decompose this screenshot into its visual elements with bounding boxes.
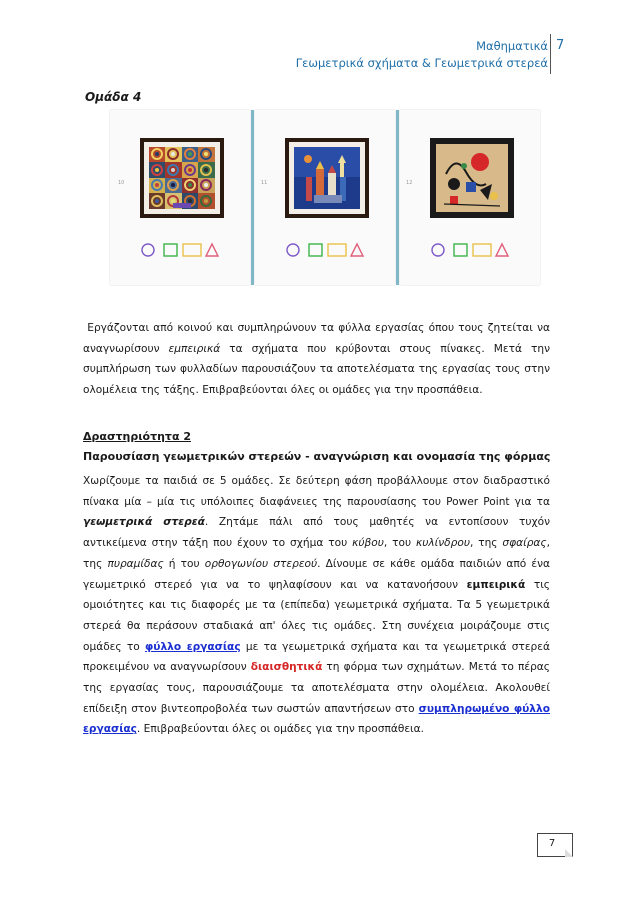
header-subject: Μαθηματικά	[476, 39, 548, 53]
paragraph2-text: , της	[469, 537, 503, 550]
paragraph2-text: . Δίνουμε σε κάθε ομάδα παιδιών από ένα γεωμετρικό στερεό για να το ψηλαφίσουν και να κατανοήσουν	[83, 557, 550, 591]
paragraph2-text: . Ζητάμε πάλι από τους μαθητές να εντοπίσουν τυχόν αντικείμενα στην τάξη που έχουν το σχήμα του	[83, 516, 550, 550]
thumbnail-page-number: 12	[406, 180, 413, 186]
shape-row	[430, 240, 514, 260]
thumbnail-page-number: 11	[261, 180, 268, 186]
painting-frame	[285, 138, 369, 218]
paragraph2-text: , του	[383, 537, 416, 550]
worksheet-thumbnails	[110, 110, 530, 285]
worksheet-thumbnail-1	[110, 110, 250, 285]
paragraph2-text: Χωρίζουμε τα παιδιά σε 5 ομάδες. Σε δεύτερη φάση προβάλλουμε στον διαδραστικό πίνακα μία – μία τις υπόλοιπες διαφάνειες της παρουσίασης του Power Point για τα	[83, 475, 550, 508]
worksheet-thumbnail-3	[400, 110, 540, 285]
header-titles	[296, 38, 548, 72]
paragraph2-text: , της	[83, 537, 550, 570]
footer-page-number: 7	[548, 838, 556, 849]
painting-castle	[294, 147, 360, 209]
term-pyramid: πυραμίδας	[107, 557, 164, 570]
paragraph2-text: τη φόρμα των σχημάτων. Μετά το πέρας της εργασίας τους, παρουσιάζουμε τα αποτελέσματα στην ολομέλεια. Ακολουθεί επίδειξη στον βιντεοπροβολέα των σωστών απαντήσεων στο	[83, 661, 550, 715]
painting-circles	[149, 147, 215, 209]
paragraph1-text-1: Εργάζονται από κοινού και συμπληρώνουν τα φύλλα εργασίας όπου τους ζητείται να αναγνωρίσουν	[83, 322, 550, 355]
term-cube: κύβου	[352, 537, 384, 550]
thumbnail-divider	[396, 110, 399, 285]
term-sphere: σφαίρας	[502, 537, 547, 550]
paragraph2-text: τις ομοιότητες και τις διαφορές με τα (επίπεδα) γεωμετρικά σχήματα. Τα 5 γεωμετρικά στερεά θα περάσουν σταδιακά απ' όλες τις ομάδες. Στη συνέχεια μοιράζουμε στις ομάδες το	[83, 578, 550, 653]
painting-miro	[436, 144, 508, 212]
shape-row	[285, 240, 369, 260]
group-label: Ομάδα 4	[85, 90, 142, 104]
painting-frame	[430, 138, 514, 218]
activity-title: Δραστηριότητα 2	[83, 430, 191, 443]
paragraph1-emphasis: εμπειρικά	[168, 342, 221, 355]
term-cylinder: κυλίνδρου	[415, 537, 470, 550]
completed-worksheet-link[interactable]: συμπληρωμένο φύλλο εργασίας	[83, 702, 550, 736]
thumbnail-divider	[251, 110, 254, 285]
activity-subtitle: Παρουσίαση γεωμετρικών στερεών - αναγνώριση και ονομασία της φόρμας	[83, 450, 551, 463]
footer-page-badge	[537, 833, 573, 857]
header-page-number: 7	[556, 38, 565, 53]
painting-frame	[140, 138, 224, 218]
header-topic: Γεωμετρικά σχήματα & Γεωμετρικά στερεά	[295, 56, 548, 70]
paragraph2-text: . Επιβραβεύονται όλες οι ομάδες για την προσπάθεια.	[136, 723, 424, 736]
term-empirically: εμπειρικά	[466, 578, 526, 591]
paragraph-activity-2	[83, 471, 550, 740]
worksheet-link[interactable]: φύλλο εργασίας	[145, 640, 241, 653]
term-rectangular-solid: ορθογωνίου στερεού	[204, 557, 318, 570]
paragraph-group-work	[83, 318, 550, 401]
term-intuitively: διαισθητικά	[250, 661, 323, 674]
paragraph1-text-2: τα σχήματα που κρύβονται στους πίνακες. Μετά την συμπλήρωση των φυλλαδίων παρουσιάζουν τα αποτελέσματα της εργασίας τους στην ολομέλεια της τάξης. Επιβραβεύονται όλες οι ομάδες για την προσπάθεια.	[83, 342, 550, 397]
paragraph2-text: ή του	[163, 557, 205, 570]
worksheet-thumbnail-2	[255, 110, 395, 285]
page-fold-icon	[565, 849, 573, 857]
thumbnail-page-number: 10	[118, 180, 125, 186]
paragraph2-text: με τα γεωμετρικά σχήματα και τα γεωμετρικά στερεά προκειμένου να αναγνωρίσουν	[83, 640, 550, 674]
header-divider	[550, 34, 551, 74]
shape-row	[140, 240, 224, 260]
term-geometric-solids: γεωμετρικά στερεά	[83, 516, 205, 529]
